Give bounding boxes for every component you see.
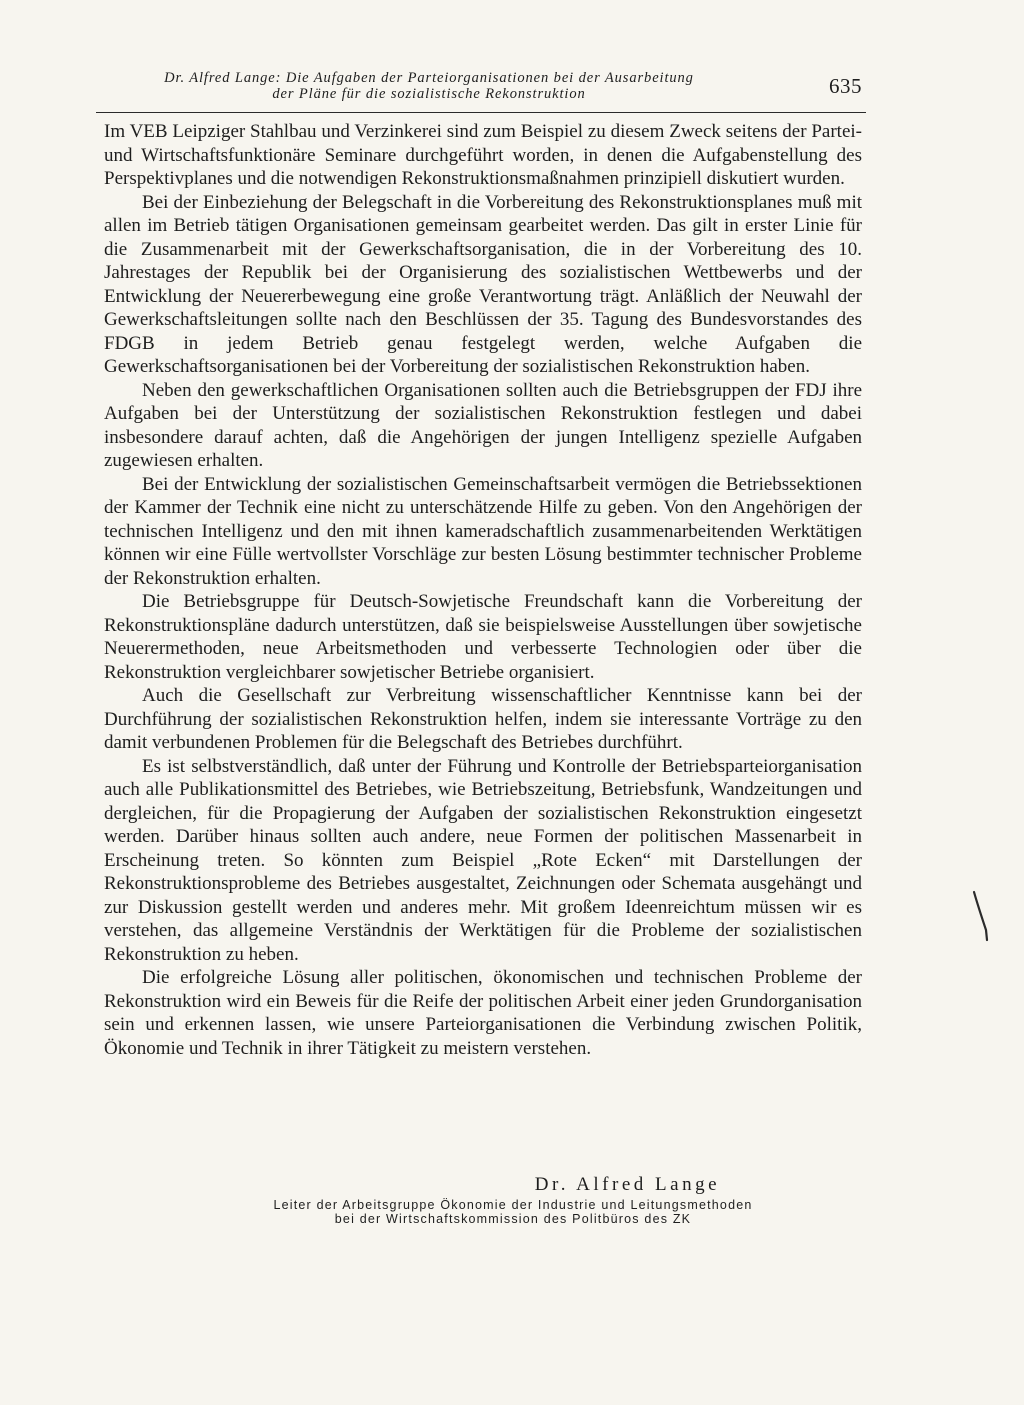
author-signature [104, 1174, 862, 1226]
running-title [104, 70, 754, 102]
page-header [96, 70, 866, 113]
author-role-line-2: bei der Wirtschaftskommission des Politbüros des ZK [334, 1212, 692, 1226]
paragraph-2: Bei der Einbeziehung der Belegschaft in die Vorbereitung des Rekonstruktionsplanes muß mit allen im Betrieb tätigen Organisationen gemeinsam gearbeitet werden. Das gilt in erster Linie für die Zusammenarbeit mit der Gewerkschaftsorganisation, die in der Vorbereitung des 10. Jahrestages der Republik bei der Organisierung des sozialistischen Wettbewerbs und der Entwicklung der Neuererbewegung eine große Verantwortung trägt. Anläßlich der Neuwahl der Gewerkschaftsleitungen sollte nach den Beschlüssen der 35. Tagung des Bundesvorstandes des FDGB in jedem Betrieb genau festgelegt werden, welche Aufgaben die Gewerkschaftsorganisationen bei der Vorbereitung der sozialistischen Rekonstruktion haben. [104, 191, 862, 377]
paragraph-8: Die erfolgreiche Lösung aller politischen, ökonomischen und technischen Probleme der Rekonstruktion wird ein Beweis für die Reife der politischen Arbeit einer jeden Grundorganisation sein und erkennen lassen, wie unsere Parteiorganisationen die Verbindung zwischen Politik, Ökonomie und Technik in ihrer Tätigkeit zu meistern verstehen. [104, 967, 862, 1059]
article-body [104, 120, 862, 1060]
margin-pencil-mark [968, 888, 998, 948]
author-name: Dr. Alfred Lange [534, 1174, 720, 1195]
paragraph-6: Auch die Gesellschaft zur Verbreitung wissenschaftlicher Kenntnisse kann bei der Durchführung der sozialistischen Rekonstruktion helfen, indem sie interessante Vorträge zu den damit verbundenen Problemen für die Belegschaft des Betriebes durchführt. [104, 685, 862, 753]
paragraph-5: Die Betriebsgruppe für Deutsch-Sowjetische Freundschaft kann die Vorbereitung der Rekonstruktionspläne dadurch unterstützen, daß sie beispielsweise Ausstellungen über sowjetische Neuerermethoden, neue Arbeitsmethoden und verbesserte Technologien oder über die Rekonstruktion vergleichbarer sowjetischer Betriebe organisiert. [104, 591, 862, 683]
paragraph-7: Es ist selbstverständlich, daß unter der Führung und Kontrolle der Betriebsparteiorganisation auch alle Publikationsmittel des Betriebes, wie Betriebszeitung, Betriebsfunk, Wandzeitungen und dergleichen, für die Propagierung der Aufgaben der sozialistischen Rekonstruktion eingesetzt werden. Darüber hinaus sollten auch andere, neue Formen der politischen Massenarbeit in Erscheinung treten. So könnten zum Beispiel „Rote Ecken“ mit Darstellungen der Rekonstruktionsprobleme des Betriebes ausgestaltet, Zeichnungen oder Schemata ausgehängt und zur Diskussion gestellt werden und anderes mehr. Mit großem Ideenreichtum müssen wir es verstehen, das allgemeine Verständnis der Werktätigen für die Probleme der sozialistischen Rekonstruktion zu heben. [104, 755, 862, 965]
author-role [104, 1198, 862, 1226]
paragraph-1: Im VEB Leipziger Stahlbau und Verzinkerei sind zum Beispiel zu diesem Zweck seitens der Partei- und Wirtschaftsfunktionäre Seminare durchgeführt worden, in denen die Aufgabenstellung des Perspektivplanes und die notwendigen Rekonstruktionsmaßnahmen prinzipiell diskutiert wurden. [104, 121, 862, 189]
page-number: 635 [829, 74, 862, 98]
running-title-line-2: der Pläne für die sozialistische Rekonstruktion [272, 86, 586, 102]
author-role-line-1: Leiter der Arbeitsgruppe Ökonomie der Industrie und Leitungsmethoden [273, 1198, 753, 1212]
running-title-line-1: Dr. Alfred Lange: Die Aufgaben der Parteiorganisationen bei der Ausarbeitung [164, 70, 694, 86]
paragraph-3: Neben den gewerkschaftlichen Organisationen sollten auch die Betriebsgruppen der FDJ ihre Aufgaben bei der Unterstützung der sozialistischen Rekonstruktion festlegen und dabei insbesondere darauf achten, daß die Angehörigen der jungen Intelligenz spezielle Aufgaben zugewiesen erhalten. [104, 379, 862, 471]
paragraph-4: Bei der Entwicklung der sozialistischen Gemeinschaftsarbeit vermögen die Betriebssektionen der Kammer der Technik eine nicht zu unterschätzende Hilfe zu geben. Von den Angehörigen der technischen Intelligenz und den mit ihnen kameradschaftlich zusammenarbeitenden Werktätigen können wir eine Fülle wertvollster Vorschläge zur besten Lösung bestimmter technischer Probleme der Rekonstruktion erhalten. [104, 473, 862, 589]
